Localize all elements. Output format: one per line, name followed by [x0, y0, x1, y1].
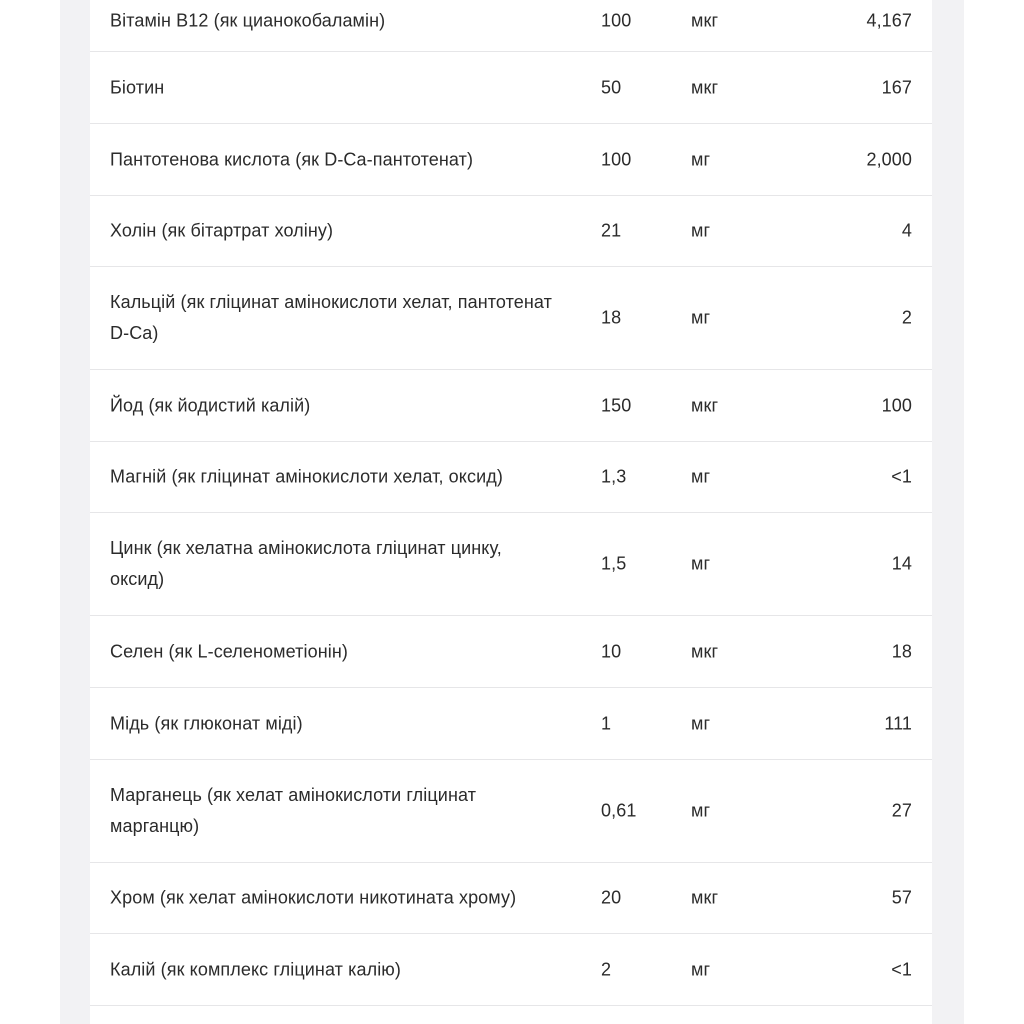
ingredient-daily-value: 14 [891, 553, 912, 574]
ingredient-name: Кальцій (як гліцинат амінокислоти хелат, пантотенат D-Ca) [110, 292, 552, 343]
table-row [90, 442, 932, 513]
ingredient-name: Селен (як L-селенометіонін) [110, 641, 348, 661]
table-row [90, 863, 932, 934]
ingredient-name: Холін (як бітартрат холіну) [110, 220, 334, 241]
ingredient-daily-value: 4,167 [866, 10, 912, 30]
ingredient-name: Цинк (як хелатна амінокислота гліцинат цинку, оксид) [110, 538, 502, 589]
ingredient-unit: мг [691, 220, 711, 241]
table-row [90, 0, 932, 52]
ingredient-amount: 2 [601, 959, 612, 979]
ingredient-unit: мкг [691, 395, 719, 415]
ingredient-name: Вітамін B12 (як цианокобаламін) [110, 10, 386, 30]
ingredient-unit: мг [691, 800, 711, 821]
table-row [90, 513, 932, 616]
ingredient-amount: 10 [601, 641, 622, 661]
ingredient-daily-value: 167 [881, 77, 912, 97]
ingredient-name: Мідь (як глюконат міді) [110, 713, 303, 733]
ingredient-unit: мкг [691, 641, 719, 661]
ingredient-daily-value: <1 [891, 466, 912, 487]
ingredient-amount: 150 [601, 395, 632, 415]
ingredient-name: Хром (як хелат амінокислоти никотината хрому) [110, 887, 517, 908]
table-row [90, 688, 932, 760]
ingredient-name: Йод (як йодистий калій) [110, 395, 311, 415]
ingredient-daily-value: 2,000 [866, 149, 912, 169]
table-row [90, 52, 932, 124]
ingredient-name: Пантотенова кислота (як D-Ca-пантотенат) [110, 149, 474, 169]
ingredient-daily-value: 2 [901, 307, 912, 328]
ingredient-unit: мг [691, 149, 711, 169]
ingredient-amount: 1,3 [601, 466, 627, 487]
ingredient-daily-value: <1 [891, 959, 912, 979]
ingredient-amount: 20 [601, 887, 622, 908]
table-row [90, 370, 932, 442]
nutrition-table [90, 0, 932, 1024]
table-row [90, 124, 932, 196]
ingredient-name: Магній (як гліцинат амінокислоти хелат, оксид) [110, 466, 503, 487]
ingredient-amount: 100 [601, 149, 632, 169]
table-row [90, 616, 932, 688]
ingredient-unit: мкг [691, 10, 719, 30]
ingredient-unit: мг [691, 307, 711, 328]
ingredient-amount: 100 [601, 10, 632, 30]
ingredient-unit: мг [691, 553, 711, 574]
ingredient-amount: 1 [601, 713, 612, 733]
ingredient-daily-value: 100 [881, 395, 912, 415]
ingredient-amount: 50 [601, 77, 622, 97]
ingredient-unit: мг [691, 959, 711, 979]
ingredient-daily-value: 57 [891, 887, 912, 908]
table-row [90, 934, 932, 1006]
ingredient-amount: 18 [601, 307, 622, 328]
ingredient-unit: мг [691, 466, 711, 487]
ingredient-daily-value: 27 [891, 800, 912, 821]
table-row [90, 196, 932, 267]
ingredient-unit: мкг [691, 77, 719, 97]
table-row [90, 760, 932, 863]
ingredient-amount: 0,61 [601, 800, 637, 821]
table-row [90, 267, 932, 370]
ingredient-name: Біотин [110, 77, 165, 97]
ingredient-amount: 21 [601, 220, 622, 241]
ingredient-daily-value: 18 [891, 641, 912, 661]
ingredient-daily-value: 4 [901, 220, 912, 241]
ingredient-amount: 1,5 [601, 553, 627, 574]
ingredient-unit: мкг [691, 887, 719, 908]
ingredient-name: Калій (як комплекс гліцинат калію) [110, 959, 401, 979]
ingredient-unit: мг [691, 713, 711, 733]
ingredient-name: Марганець (як хелат амінокислоти гліцинат марганцю) [110, 785, 477, 836]
ingredient-daily-value: 111 [884, 713, 912, 733]
